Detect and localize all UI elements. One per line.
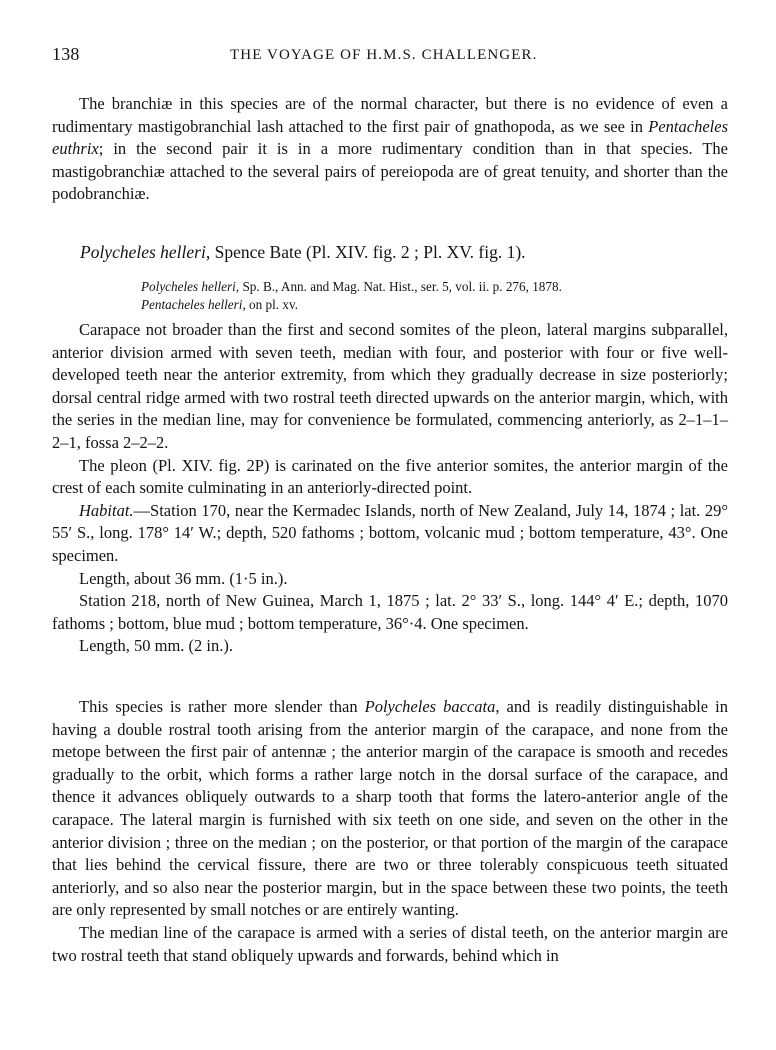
synonym-reference: , Sp. B., Ann. and Mag. Nat. Hist., ser. 5, vol. ii. p. 276, 1878. xyxy=(235,279,562,294)
remarks-block xyxy=(52,696,728,967)
pleon-description: The pleon (Pl. XIV. fig. 2P) is carinated on the five anterior somites, the anterior margin of the crest of each somite culminating in an anteriorly-directed point. xyxy=(52,455,728,498)
intro-paragraph-block xyxy=(52,93,728,206)
species-authority: , Spence Bate (Pl. XIV. fig. 2 ; Pl. XV. fig. 1). xyxy=(205,242,526,262)
species-name: Polycheles helleri xyxy=(80,242,206,262)
synonymy-item xyxy=(141,278,562,296)
intro-text-2: ; in the second pair it is in a more rudimentary condition than in that species. The mastigobranchiæ attached to the several pairs of pereiopoda are of great tenuity, and shorter than the podobranchiæ. xyxy=(52,139,728,204)
species-heading xyxy=(80,242,526,263)
description-block xyxy=(52,319,728,658)
remarks-text-1: This species is rather more slender than xyxy=(79,697,365,716)
synonym-reference: , on pl. xv. xyxy=(242,297,298,312)
habitat-text: —Station 170, near the Kermadec Islands, north of New Zealand, July 14, 1874 ; lat. 29° 55′ S., long. 178° 14′ W.; depth, 520 fathoms ; bottom, volcanic mud ; bottom temperature, 43°. One specimen. xyxy=(52,500,728,565)
length-1: Length, about 36 mm. (1·5 in.). xyxy=(79,568,288,588)
page-number: 138 xyxy=(52,44,80,64)
remarks-text-2: , and is readily distinguishable in having a double rostral tooth arising from the anterior margin of the carapace, and none from the metope between the first pair of antennæ ; the anterior margin of the carapace is smooth and recedes gradually to the orbit, which forms a rather large notch in the dorsal surface of the carapace, and thence it advances obliquely outwards to a sharp tooth that forms the latero-anterior angle of the carapace. The lateral margin is furnished with six teeth on one side, and seven on the other in the anterior division ; three on the median ; on the posterior, or that portion of the margin of the carapace that lies behind the cervical fissure, there are two or three tolerably conspicuous teeth situated anteriorly, and so also near the posterior margin, but in the space between these two points, the teeth are only represented by small notches or are entirely wanting. xyxy=(52,697,728,920)
synonym-name: Polycheles helleri xyxy=(141,279,236,294)
length-2: Length, 50 mm. (2 in.). xyxy=(79,636,233,656)
synonymy-list xyxy=(141,278,562,314)
species-reference-italic: Pentacheles euthrix xyxy=(52,116,728,159)
carapace-description: Carapace not broader than the first and second somites of the pleon, lateral margins subparallel, anterior division armed with seven teeth, median with four, and posterior with four or five well-developed teeth near the anterior extremity, from which they gradually decrease in size posteriorly; dorsal central ridge armed with two rostral teeth directed upwards on the anterior margin, which, with the series in the median line, may for convenience be formulated, commencing anteriorly, as 2–1–1–2–1, fossa 2–2–2. xyxy=(52,320,728,452)
remarks-paragraph-1 xyxy=(52,696,728,922)
synonym-name: Pentacheles helleri xyxy=(141,297,243,312)
habitat-paragraph xyxy=(52,500,728,568)
station-2: Station 218, north of New Guinea, March 1, 1875 ; lat. 2° 33′ S., long. 144° 4′ E.; depth, 1070 fathoms ; bottom, blue mud ; bottom temperature, 36°·4. One specimen. xyxy=(52,591,728,633)
running-title: THE VOYAGE OF H.M.S. CHALLENGER. xyxy=(230,47,538,63)
intro-paragraph xyxy=(52,93,728,206)
habitat-label: Habitat. xyxy=(79,500,134,520)
species-reference-italic: Polycheles baccata xyxy=(364,697,496,716)
synonymy-item xyxy=(141,296,562,314)
intro-text-1: The branchiæ in this species are of the normal character, but there is no evidence of even a rudimentary mastigobranchial lash attached to the first pair of gnathopoda, as we see in xyxy=(52,94,728,136)
running-head xyxy=(40,44,736,66)
remarks-paragraph-2: The median line of the carapace is armed with a series of distal teeth, on the anterior margin are two rostral teeth that stand obliquely upwards and forwards, behind which in xyxy=(52,922,728,965)
